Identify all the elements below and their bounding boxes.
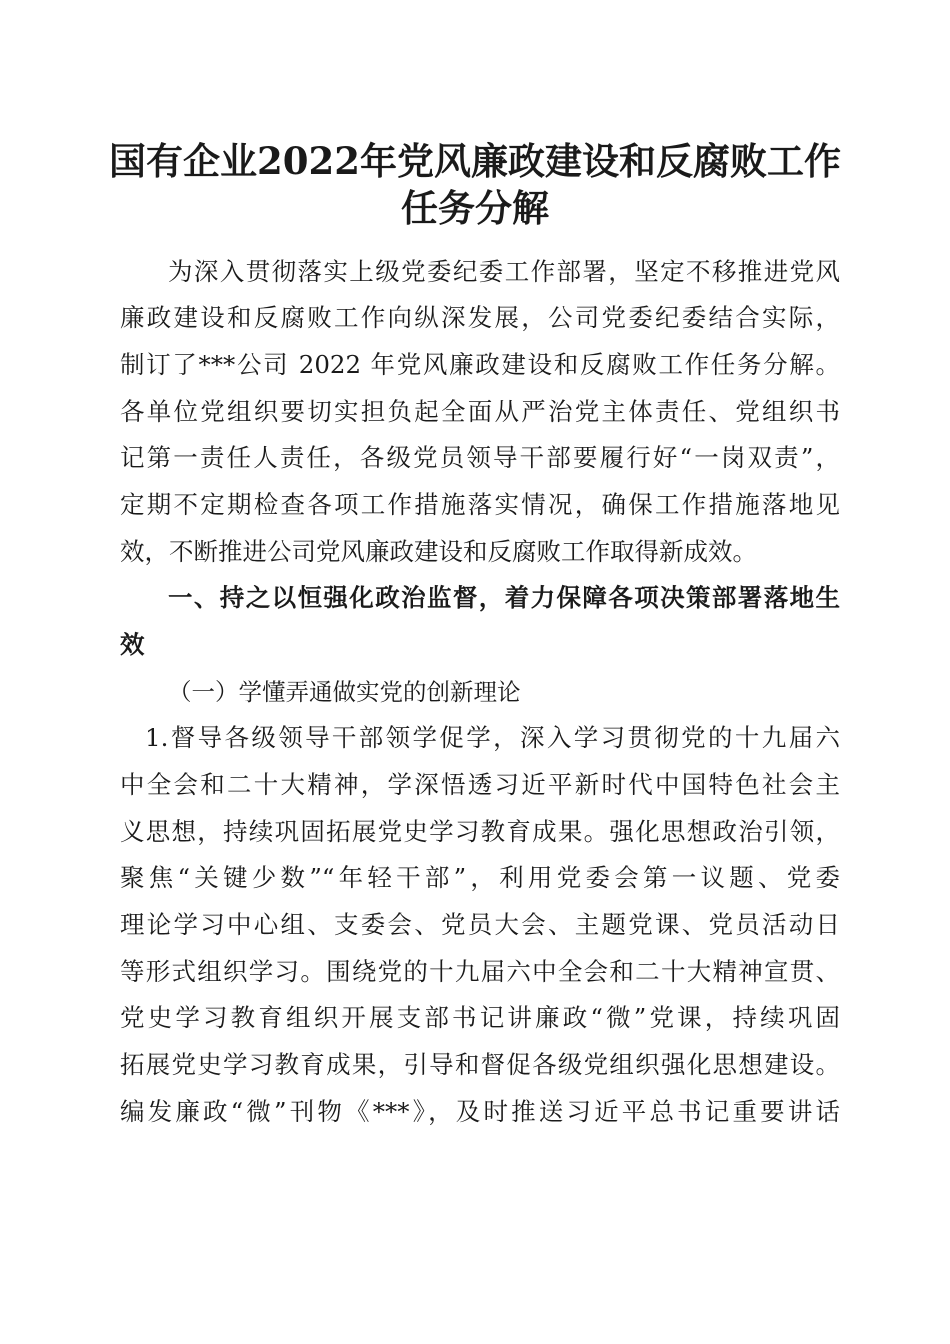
- intro-line: 制订了***公司 2022 年党风廉政建设和反腐败工作任务分解。: [120, 350, 840, 379]
- item-line: 拓展党史学习教育成果，引导和督促各级党组织强化思想建设。: [120, 1050, 840, 1079]
- item-line: 中全会和二十大精神，学深悟透习近平新时代中国特色社会主: [120, 770, 840, 799]
- item-line: 聚焦“关键少数”“年轻干部”，利用党委会第一议题、党委: [120, 863, 840, 892]
- document-title-line-1: 国有企业2022年党风廉政建设和反腐败工作: [109, 139, 841, 183]
- subsection-heading: （一）学懂弄通做实党的创新理论: [168, 678, 521, 706]
- intro-line: 效，不断推进公司党风廉政建设和反腐败工作取得新成效。: [120, 537, 757, 566]
- section-heading-line: 效: [120, 630, 145, 659]
- item-line: 等形式组织学习。围绕党的十九届六中全会和二十大精神宣贯、: [120, 957, 840, 986]
- item-line: 理论学习中心组、支委会、党员大会、主题党课、党员活动日: [120, 910, 840, 939]
- item-line: 1.督导各级领导干部领学促学，深入学习贯彻党的十九届六: [145, 723, 840, 752]
- intro-line: 各单位党组织要切实担负起全面从严治党主体责任、党组织书: [120, 397, 840, 426]
- intro-line: 廉政建设和反腐败工作向纵深发展，公司党委纪委结合实际，: [120, 303, 840, 332]
- item-line: 编发廉政“微”刊物《***》，及时推送习近平总书记重要讲话: [120, 1097, 840, 1126]
- document-title-line-2: 任务分解: [401, 186, 549, 230]
- section-heading-line: 一、持之以恒强化政治监督，着力保障各项决策部署落地生: [168, 583, 840, 612]
- intro-line: 记第一责任人责任，各级党员领导干部要履行好“一岗双责”，: [120, 443, 840, 472]
- item-line: 义思想，持续巩固拓展党史学习教育成果。强化思想政治引领，: [120, 817, 840, 846]
- intro-line: 为深入贯彻落实上级党委纪委工作部署，坚定不移推进党风: [168, 257, 840, 286]
- item-line: 党史学习教育组织开展支部书记讲廉政“微”党课，持续巩固: [120, 1003, 840, 1032]
- intro-line: 定期不定期检查各项工作措施落实情况，确保工作措施落地见: [120, 490, 840, 519]
